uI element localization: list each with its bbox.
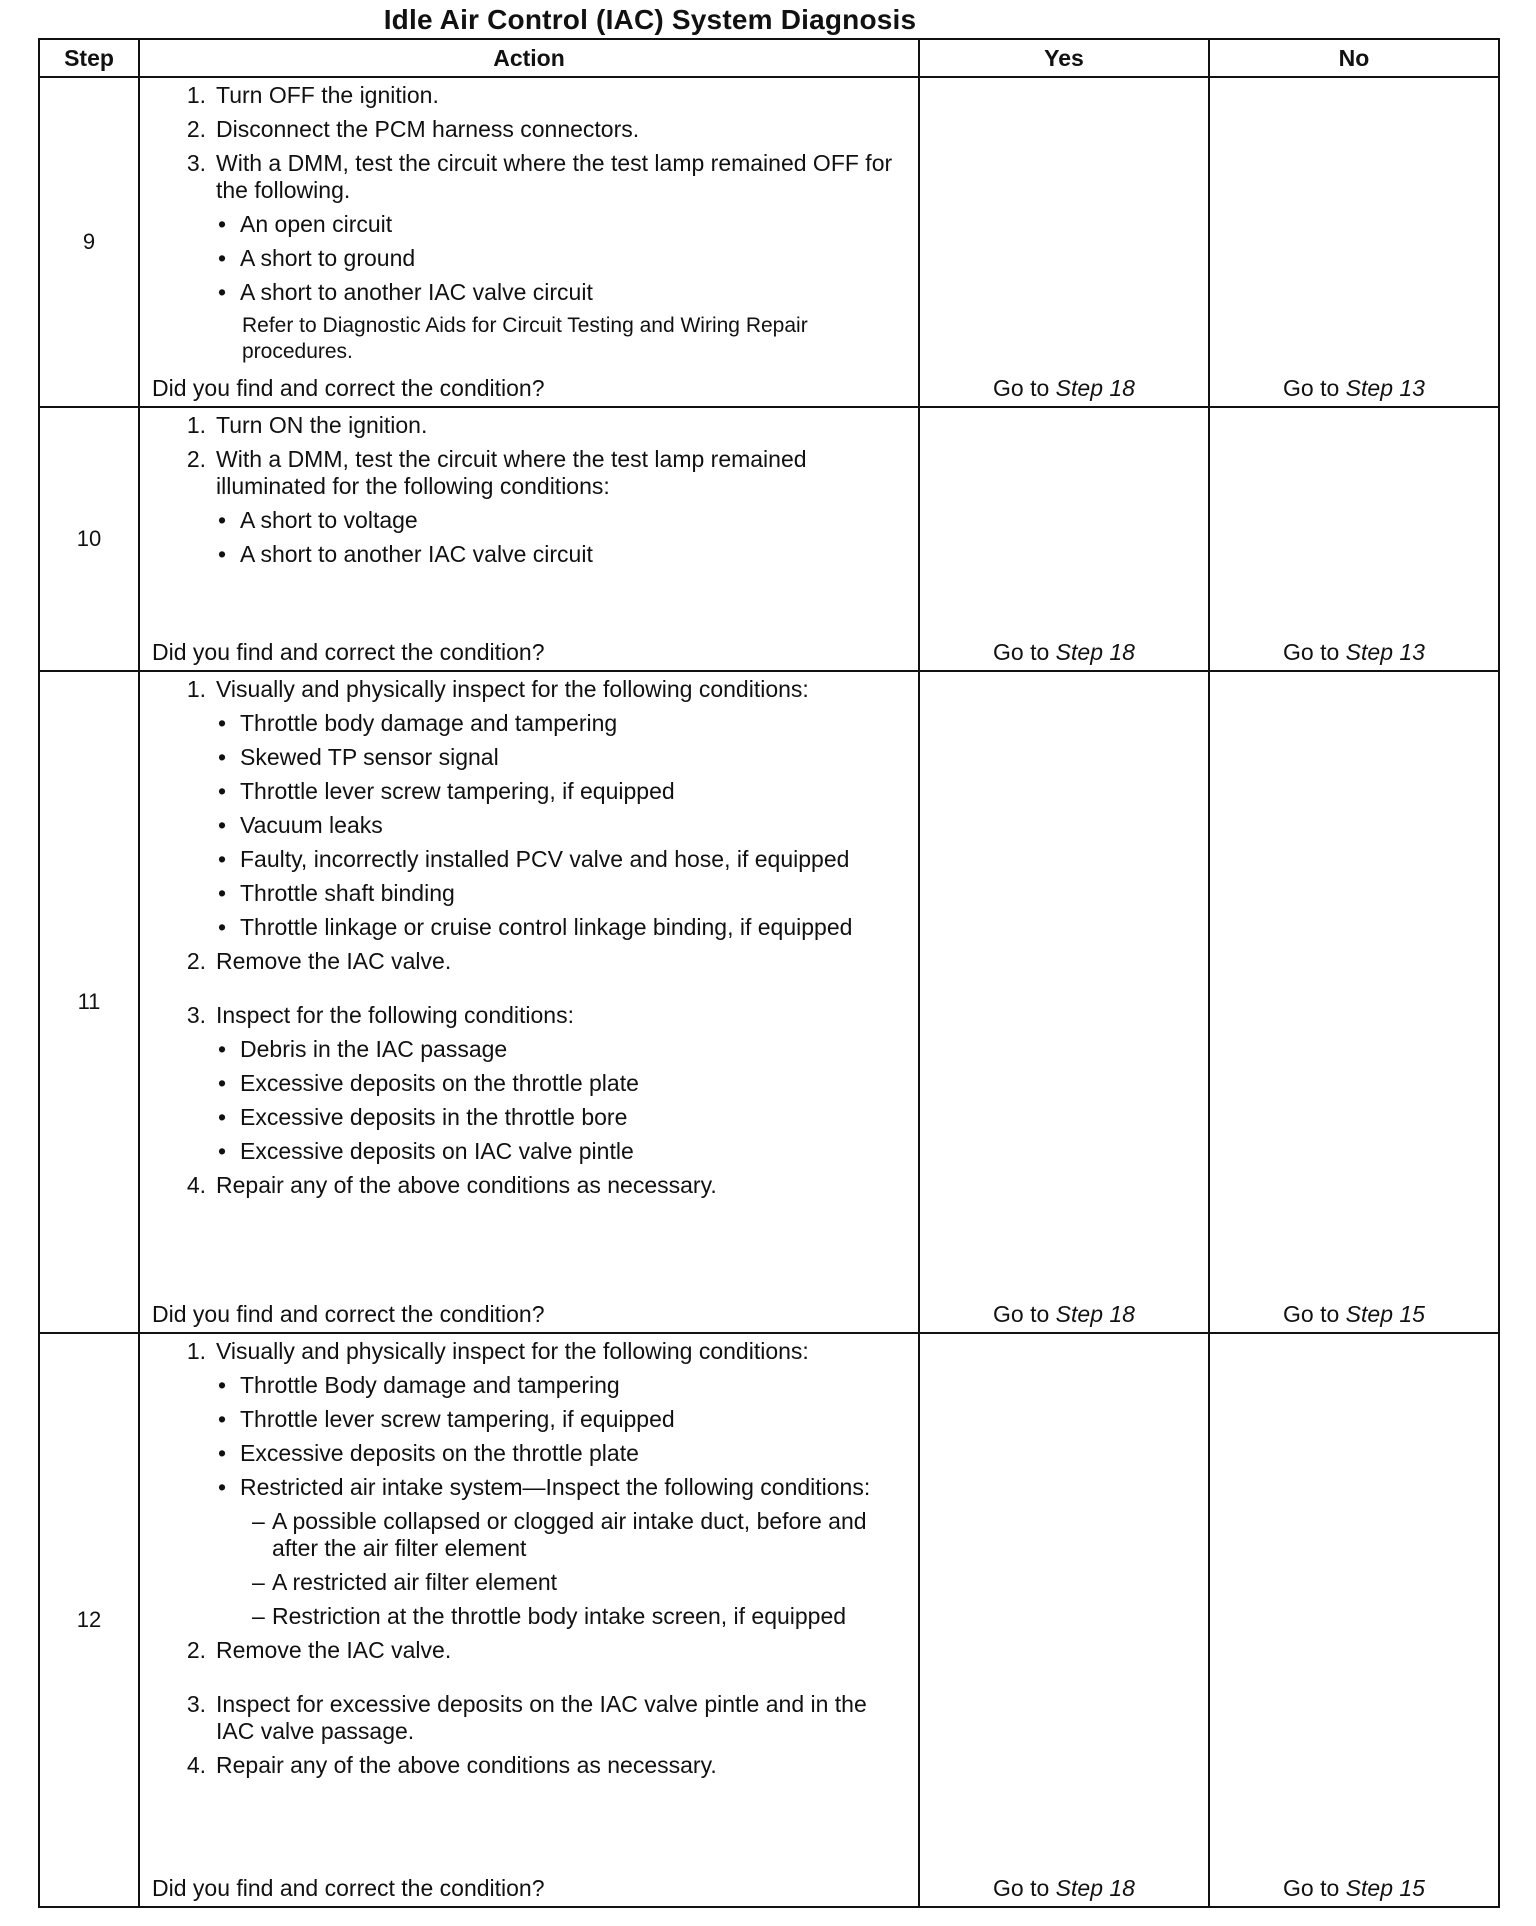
table-row	[39, 407, 1499, 671]
bullet-item: • A short to another IAC valve circuit	[218, 279, 593, 305]
action-cell	[139, 77, 919, 407]
no-cell: Go to Step 15	[1209, 1333, 1499, 1907]
list-item: 4. Repair any of the above conditions as necessary.	[186, 1172, 717, 1198]
action-cell	[139, 407, 919, 671]
sub-item: – A restricted air filter element	[252, 1569, 558, 1595]
bullet-item: • A short to ground	[218, 245, 416, 271]
bullet-item: • Throttle Body damage and tampering	[218, 1372, 620, 1398]
list-item: 3. Inspect for excessive deposits on the IAC valve pintle and in the IAC valve passage.	[186, 1691, 867, 1744]
yes-step-link: Step 18	[1055, 639, 1135, 665]
step-number: 11	[39, 671, 139, 1333]
bullet-item: • Throttle linkage or cruise control linkage binding, if equipped	[218, 914, 853, 940]
yes-step-link: Step 18	[1055, 375, 1135, 401]
header-no: No	[1209, 39, 1499, 77]
list-item: 2. With a DMM, test the circuit where the test lamp remained illuminated for the following conditions:	[186, 446, 807, 499]
bullet-item: • Debris in the IAC passage	[218, 1036, 508, 1062]
bullet-item: • An open circuit	[218, 211, 393, 237]
bullet-item: • Throttle lever screw tampering, if equipped	[218, 778, 675, 804]
yes-step-link: Step 18	[1055, 1875, 1135, 1901]
bullet-item: • Faulty, incorrectly installed PCV valve and hose, if equipped	[218, 846, 850, 872]
action-cell	[139, 1333, 919, 1907]
no-step-link: Step 13	[1345, 375, 1425, 401]
no-cell: Go to Step 13	[1209, 77, 1499, 407]
header-yes: Yes	[919, 39, 1209, 77]
question-text: Did you find and correct the condition?	[152, 1875, 545, 1901]
list-item: 1. Visually and physically inspect for the following conditions:	[186, 1338, 809, 1364]
list-item: 2. Remove the IAC valve.	[186, 948, 452, 974]
bullet-item: • Excessive deposits on IAC valve pintle	[218, 1138, 634, 1164]
bullet-item: • Excessive deposits in the throttle bore	[218, 1104, 628, 1130]
bullet-item: • Throttle body damage and tampering	[218, 710, 618, 736]
reference-note: Refer to Diagnostic Aids for Circuit Testing and Wiring Repair procedures.	[242, 314, 808, 363]
bullet-item: • A short to another IAC valve circuit	[218, 541, 593, 567]
bullet-item: • A short to voltage	[218, 507, 418, 533]
yes-cell: Go to Step 18	[919, 671, 1209, 1333]
list-item: 1. Visually and physically inspect for the following conditions:	[186, 676, 809, 702]
list-item: 3. Inspect for the following conditions:	[186, 1002, 574, 1028]
diagnosis-table	[38, 38, 1500, 1908]
no-step-link: Step 15	[1345, 1875, 1425, 1901]
bullet-item: • Restricted air intake system—Inspect the following conditions:	[218, 1474, 871, 1500]
step-number: 10	[39, 407, 139, 671]
action-cell	[139, 671, 919, 1333]
page-title: Idle Air Control (IAC) System Diagnosis	[383, 4, 917, 35]
list-item: 2. Disconnect the PCM harness connectors.	[186, 116, 640, 142]
no-cell: Go to Step 13	[1209, 407, 1499, 671]
table-row	[39, 1333, 1499, 1907]
list-item: 1. Turn OFF the ignition.	[186, 82, 439, 108]
sub-item: – A possible collapsed or clogged air intake duct, before and after the air filter element	[252, 1508, 867, 1561]
step-number: 9	[39, 77, 139, 407]
header-step: Step	[39, 39, 139, 77]
table-header-row	[39, 39, 1499, 77]
header-action: Action	[139, 39, 919, 77]
yes-cell: Go to Step 18	[919, 407, 1209, 671]
bullet-item: • Throttle shaft binding	[218, 880, 455, 906]
no-step-link: Step 13	[1345, 639, 1425, 665]
list-item: 1. Turn ON the ignition.	[186, 412, 428, 438]
question-text: Did you find and correct the condition?	[152, 639, 545, 665]
bullet-item: • Throttle lever screw tampering, if equipped	[218, 1406, 675, 1432]
bullet-item: • Skewed TP sensor signal	[218, 744, 499, 770]
list-item: 2. Remove the IAC valve.	[186, 1637, 452, 1663]
step-number: 12	[39, 1333, 139, 1907]
sub-item: – Restriction at the throttle body intake screen, if equipped	[252, 1603, 847, 1629]
table-row	[39, 671, 1499, 1333]
list-item: 3. With a DMM, test the circuit where the test lamp remained OFF for the following.	[186, 150, 893, 203]
bullet-item: • Excessive deposits on the throttle plate	[218, 1440, 639, 1466]
question-text: Did you find and correct the condition?	[152, 375, 545, 401]
bullet-item: • Excessive deposits on the throttle plate	[218, 1070, 639, 1096]
yes-cell: Go to Step 18	[919, 77, 1209, 407]
no-step-link: Step 15	[1345, 1301, 1425, 1327]
list-item: 4. Repair any of the above conditions as necessary.	[186, 1752, 717, 1778]
bullet-item: • Vacuum leaks	[218, 812, 383, 838]
question-text: Did you find and correct the condition?	[152, 1301, 545, 1327]
table-row	[39, 77, 1499, 407]
no-cell: Go to Step 15	[1209, 671, 1499, 1333]
yes-step-link: Step 18	[1055, 1301, 1135, 1327]
yes-cell: Go to Step 18	[919, 1333, 1209, 1907]
